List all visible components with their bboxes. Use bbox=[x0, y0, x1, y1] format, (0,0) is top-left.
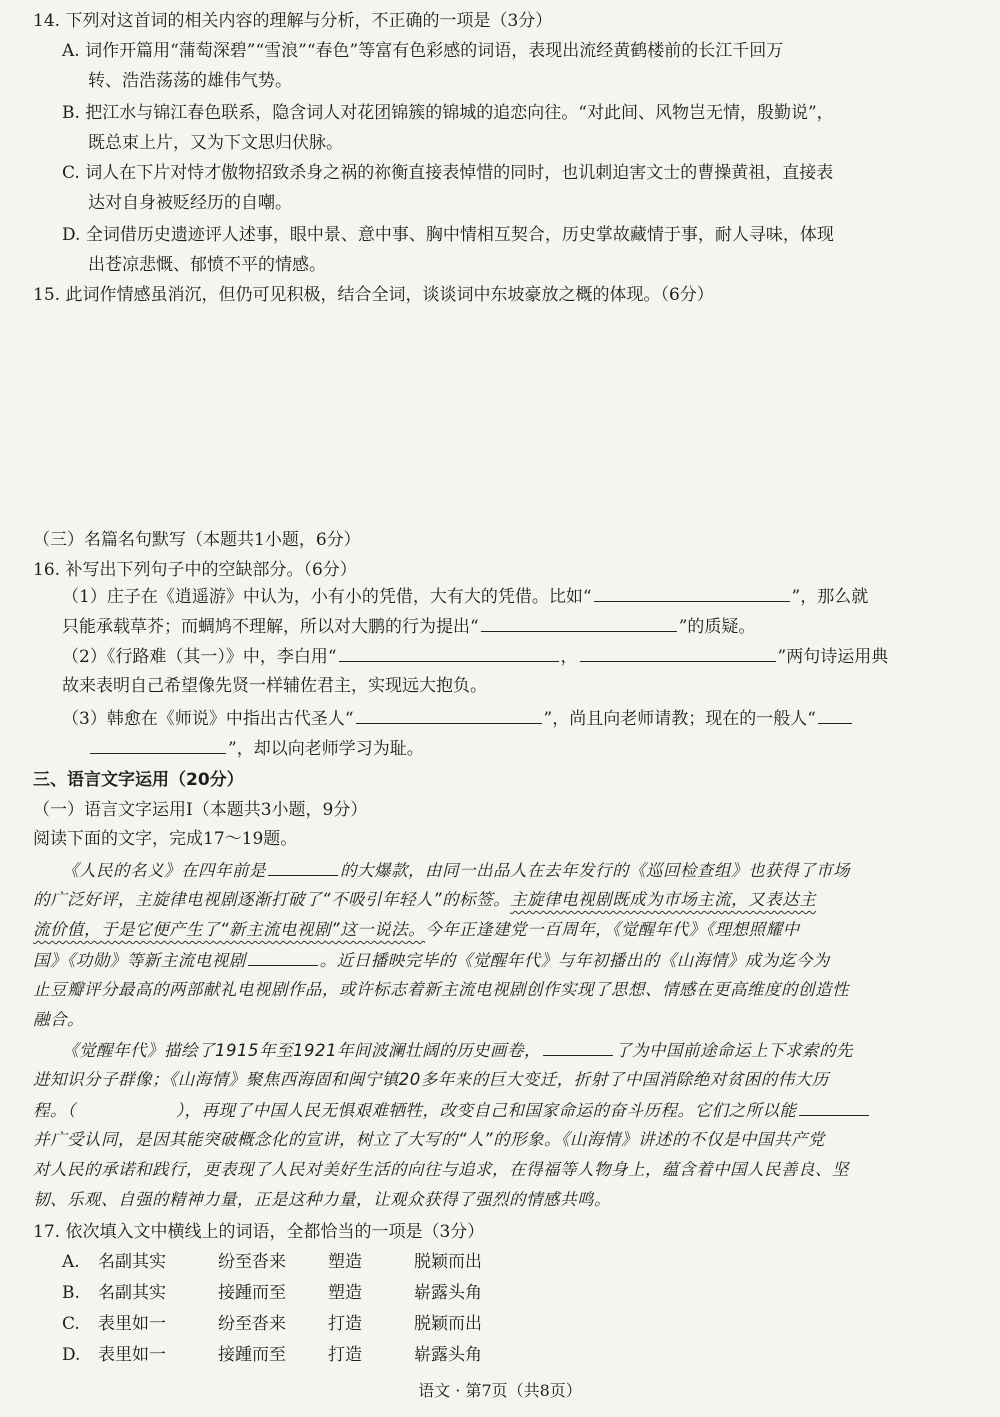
q16-item2-text-a: （2）《行路难（其一）》中，李白用“ bbox=[62, 647, 337, 667]
passage-text: 《觉醒年代》描绘了1915年至1921年间波澜壮阔的历史画卷， bbox=[62, 1041, 541, 1060]
q16-item1-blank1[interactable] bbox=[594, 583, 790, 602]
q16-item3-line1 bbox=[62, 705, 854, 732]
reading-instruction: 阅读下面的文字，完成17～19题。 bbox=[33, 829, 298, 849]
passage-p2-line1 bbox=[62, 1037, 853, 1064]
passage-p1-line6: 融合。 bbox=[33, 1010, 84, 1029]
passage-text: 《人民的名义》在四年前是 bbox=[62, 861, 266, 880]
passage-text: 国》《功勋》等新主流电视剧 bbox=[33, 951, 246, 970]
part3-subheading: （一）语言文字运用Ⅰ（本题共3小题，9分） bbox=[33, 800, 368, 820]
q16-item3-text-c: ”，却以向老师学习为耻。 bbox=[228, 739, 424, 759]
q14-stem: 14. 下列对这首词的相关内容的理解与分析，不正确的一项是（3分） bbox=[33, 11, 553, 31]
passage-p1-line4 bbox=[33, 947, 830, 974]
q16-stem: 16. 补写出下列句子中的空缺部分。（6分） bbox=[33, 560, 357, 580]
passage-text: 今年正逢建党一百周年，《觉醒年代》《理想照耀中 bbox=[425, 920, 800, 939]
q16-item2-text-c: ”两句诗运用典 bbox=[777, 647, 889, 667]
q17-option-word3: 塑造 bbox=[328, 1283, 362, 1303]
passage-p2-line3 bbox=[33, 1097, 871, 1124]
q17-option-label: C. bbox=[62, 1314, 80, 1334]
q16-item2-line1 bbox=[62, 643, 888, 670]
q17-option-word4: 脱颖而出 bbox=[414, 1314, 482, 1334]
passage-blank-1[interactable] bbox=[268, 857, 338, 876]
q14-option-c-line1: C. 词人在下片对恃才傲物招致杀身之祸的祢衡直接表悼惜的同时，也讥刺迫害文士的曹操黄祖，直接表 bbox=[62, 163, 834, 183]
passage-text: 程。（ bbox=[33, 1101, 76, 1120]
q16-item3-blank2-start[interactable] bbox=[818, 705, 852, 724]
q16-item3-blank2-end[interactable] bbox=[90, 735, 226, 754]
q17-option-word2: 接踵而至 bbox=[218, 1345, 286, 1365]
q16-item3-text-b: ”，尚且向老师请教；现在的一般人“ bbox=[543, 709, 816, 729]
q17-option-word3: 打造 bbox=[328, 1314, 362, 1334]
q16-item1-line1 bbox=[62, 583, 868, 610]
passage-blank-3[interactable] bbox=[543, 1037, 613, 1056]
q17-option-word2: 接踵而至 bbox=[218, 1283, 286, 1303]
q16-item1-text-a: （1）庄子在《逍遥游》中认为，小有小的凭借，大有大的凭借。比如“ bbox=[62, 587, 592, 607]
page-footer: 语文 · 第7页（共8页） bbox=[418, 1381, 582, 1400]
q17-option-word4: 脱颖而出 bbox=[414, 1252, 482, 1272]
q16-item1-text-d: ”的质疑。 bbox=[678, 617, 756, 637]
q17-option-label: D. bbox=[62, 1345, 81, 1365]
q17-option-word2: 纷至沓来 bbox=[218, 1252, 286, 1272]
passage-p2-line5: 对人民的承诺和践行，更表现了人民对美好生活的向往与追求，在得福等人物身上，蕴含着中国人民善良、坚 bbox=[33, 1160, 849, 1179]
q15-stem: 15. 此词作情感虽消沉，但仍可见积极，结合全词，谈谈词中东坡豪放之概的体现。（6分） bbox=[33, 285, 714, 305]
q14-option-a-line1: A. 词作开篇用“蒲萄深碧”“雪浪”“春色”等富有色彩感的词语，表现出流经黄鹤楼前的长江千回万 bbox=[62, 41, 784, 61]
q17-option-label: A. bbox=[62, 1252, 80, 1272]
q16-item3-text-a: （3）韩愈在《师说》中指出古代圣人“ bbox=[62, 709, 354, 729]
q14-option-d-line2: 出苍凉悲慨、郁愤不平的情感。 bbox=[88, 255, 326, 275]
q16-item2-line2: 故来表明自己希望像先贤一样辅佐君主，实现远大抱负。 bbox=[62, 676, 487, 696]
passage-p1-line2 bbox=[33, 887, 816, 913]
q17-option-word1: 名副其实 bbox=[98, 1283, 166, 1303]
q14-option-b-line2: 既总束上片，又为下文思归伏脉。 bbox=[88, 133, 343, 153]
q14-option-c-line2: 达对自身被贬经历的自嘲。 bbox=[88, 193, 292, 213]
passage-p2-line4: 并广受认同，是因其能突破概念化的宣讲，树立了大写的“人”的形象。《山海情》讲述的不仅是中国共产党 bbox=[33, 1130, 825, 1149]
passage-text: ），再现了中国人民无惧艰难牺牲，改变自己和国家命运的奋斗历程。它们之所以能 bbox=[175, 1101, 797, 1120]
q17-option-word4: 崭露头角 bbox=[414, 1345, 482, 1365]
passage-p2-line6: 韧、乐观、自强的精神力量，正是这种力量，让观众获得了强烈的情感共鸣。 bbox=[33, 1190, 611, 1209]
q16-item3-blank1[interactable] bbox=[356, 705, 542, 724]
passage-p1-line3 bbox=[33, 917, 800, 943]
passage-text: 的广泛好评，主旋律电视剧逐渐打破了“不吸引年轻人”的标签。 bbox=[33, 890, 511, 909]
q14-option-d-line1: D. 全词借历史遗迹评人述事，眼中景、意中事、胸中情相互契合，历史掌故藏情于事，耐人寻味，体现 bbox=[62, 225, 834, 245]
passage-text: 。近日播映完毕的《觉醒年代》与年初播出的《山海情》成为迄今为 bbox=[319, 951, 830, 970]
passage-blank-4[interactable] bbox=[799, 1097, 869, 1116]
passage-p2-line2: 进知识分子群像；《山海情》聚焦西海固和闽宁镇20多年来的巨大变迁，折射了中国消除绝对贫困的伟大历 bbox=[33, 1070, 829, 1089]
q16-item3-line2 bbox=[88, 735, 424, 762]
q17-option-word3: 打造 bbox=[328, 1345, 362, 1365]
q17-option-word1: 表里如一 bbox=[98, 1314, 166, 1334]
q17-option-word3: 塑造 bbox=[328, 1252, 362, 1272]
passage-underlined-sentence: 主旋律电视剧既成为市场主流，又表达主 bbox=[510, 890, 817, 909]
passage-underlined-sentence-end: 流价值，于是它便产生了“新主流电视剧”这一说法。 bbox=[33, 920, 426, 939]
passage-blank-2[interactable] bbox=[248, 947, 318, 966]
q17-option-word2: 纷至沓来 bbox=[218, 1314, 286, 1334]
q16-item1-line2 bbox=[62, 613, 755, 640]
passage-text: 的大爆款，由同一出品人在去年发行的《巡回检查组》也获得了市场 bbox=[340, 861, 850, 880]
part3-heading: 三、语言文字运用（20分） bbox=[33, 770, 244, 790]
q16-item2-blank1[interactable] bbox=[339, 643, 559, 662]
q16-item2-blank2[interactable] bbox=[580, 643, 776, 662]
q17-option-word4: 崭露头角 bbox=[414, 1283, 482, 1303]
q17-option-label: B. bbox=[62, 1283, 80, 1303]
q16-item1-text-b: ”，那么就 bbox=[791, 587, 869, 607]
q17-option-word1: 表里如一 bbox=[98, 1345, 166, 1365]
q16-item1-text-c: 只能承载草芥；而蜩鸠不理解，所以对大鹏的行为提出“ bbox=[62, 617, 479, 637]
q17-stem: 17. 依次填入文中横线上的词语，全都恰当的一项是（3分） bbox=[33, 1222, 485, 1242]
passage-p1-line5: 止豆瓣评分最高的两部献礼电视剧作品，或许标志着新主流电视剧创作实现了思想、情感在更高维度的创造性 bbox=[33, 980, 849, 999]
passage-text: 了为中国前途命运上下求索的先 bbox=[614, 1041, 853, 1060]
passage-p1-line1 bbox=[62, 857, 850, 884]
section-famous-lines-heading: （三）名篇名句默写（本题共1小题，6分） bbox=[33, 530, 361, 550]
q17-option-word1: 名副其实 bbox=[98, 1252, 166, 1272]
q14-option-b-line1: B. 把江水与锦江春色联系，隐含词人对花团锦簇的锦城的追恋向往。“对此间、风物岂无情，殷勤说”， bbox=[62, 103, 834, 123]
q16-item1-blank2[interactable] bbox=[481, 613, 677, 632]
q14-option-a-line2: 转、浩浩荡荡的雄伟气势。 bbox=[88, 71, 292, 91]
q16-item2-text-b: ， bbox=[560, 647, 578, 667]
